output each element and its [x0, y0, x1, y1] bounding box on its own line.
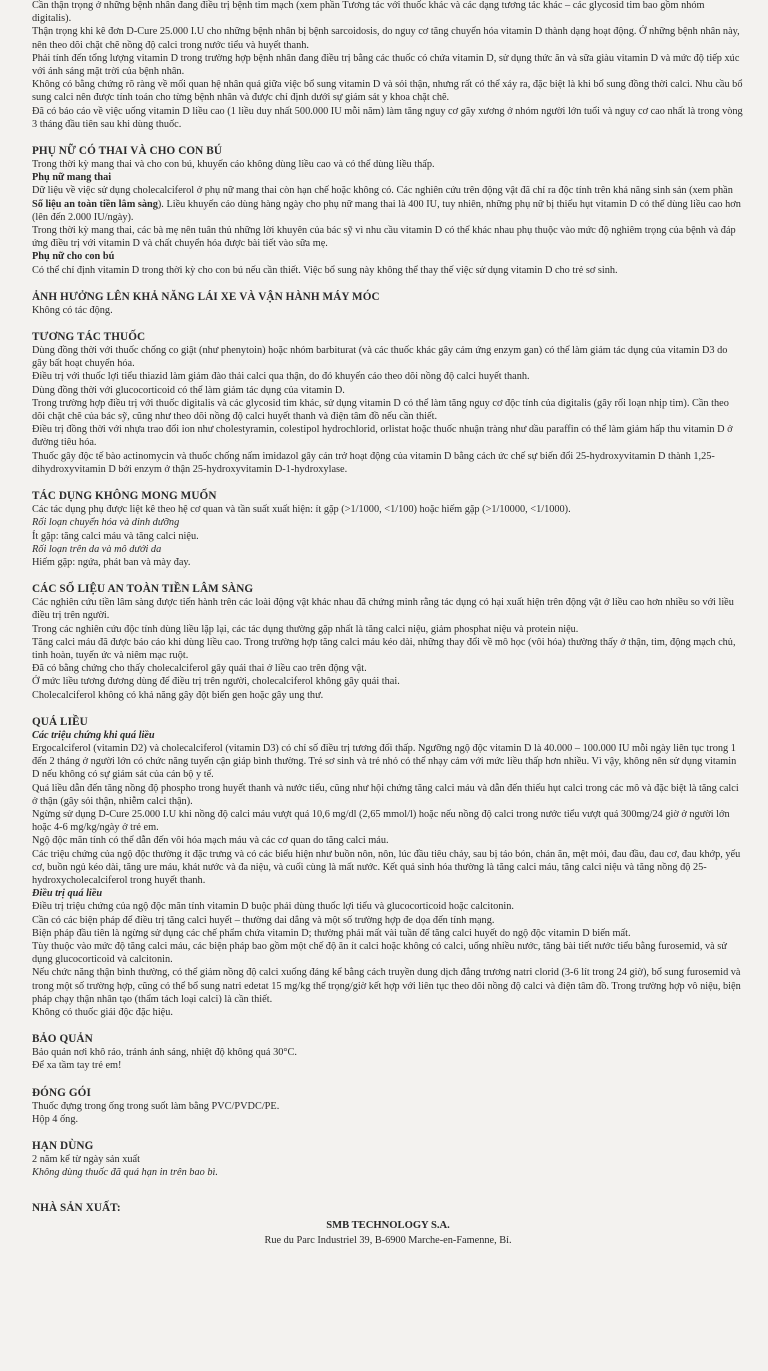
paragraph: Thuốc đựng trong ống trong suốt làm bằng PVC/PVDC/PE. [32, 1100, 280, 1112]
paragraph: Cần thận trọng ở những bệnh nhân đang điều trị bệnh tim mạch (xem phần Tương tác với thuốc khác và các dạng tương tác khác – các glycosid tim bao gồm nhóm digitalis). [32, 0, 705, 25]
paragraph: Tăng calci máu đã được báo cáo khi dùng liều cao. Trong trường hợp tăng calci máu kéo dài, những thay đổi về mô học (vôi hóa) thường thấy ở thận, tim, động mạch chủ, tinh hoàn, tuyến ức và niêm mạc ruột. [32, 636, 736, 661]
paragraph: Dùng đồng thời với glucocorticoid có thể làm giảm tác dụng của vitamin D. [32, 384, 345, 396]
paragraph: Tùy thuộc vào mức độ tăng calci máu, các biện pháp bao gồm một chế độ ăn ít calci hoặc không có calci, uống nhiều nước, tăng bài tiết nước tiểu bằng furosemid, và sử dụng glucocorticoid và calcitonin. [32, 940, 727, 966]
packaging-section [32, 1086, 744, 1126]
overdose-section [32, 715, 744, 1019]
side-effects-section [32, 489, 744, 569]
manufacturer-name: SMB TECHNOLOGY S.A. [326, 1220, 450, 1232]
paragraph: Các triệu chứng của ngộ độc thường ít đặc trưng và có các biểu hiện như buồn nôn, nôn, lúc đầu tiêu chảy, sau bị táo bón, chán ăn, mệt mỏi, đau đầu, đau cơ, đau khớp, yếu cơ, buồn ngủ kéo dài, tăng ure máu, khát nước và đa niệu, và cuối cùng là mất nước. Kết quả sinh hóa thường là tăng calci máu, tăng calci niệu và tăng nồng độ 25-hydroxycholecalciferol trong huyết thanh. [32, 848, 741, 886]
text-run: ). Liều khuyến cáo dùng hàng ngày cho phụ nữ mang thai là 400 IU, tuy nhiên, những phụ nữ bị thiếu hụt vitamin D có thể dùng liều cao hơn (lên đến 2.000 IU/ngày). [32, 198, 741, 223]
subheading: Phụ nữ cho con bú [32, 251, 115, 263]
paragraph: Điều trị triệu chứng của ngộ độc mãn tính vitamin D buộc phải dùng thuốc lợi tiểu và glucocorticoid hoặc calcitonin. [32, 901, 514, 913]
section-heading: ĐÓNG GÓI [32, 1086, 91, 1099]
paragraph: 2 năm kể từ ngày sản xuất [32, 1154, 140, 1166]
paragraph: Điều trị đồng thời với nhựa trao đổi ion như cholestyramin, colestipol hydrochlorid, orlistat hoặc thuốc nhuận tràng như dầu paraffin có thể làm giảm hấp thu vitamin D ở đường tiêu hóa. [32, 424, 733, 449]
subheading: Phụ nữ mang thai [32, 172, 112, 184]
paragraph: Trong các nghiên cứu độc tính dùng liều lặp lại, các tác dụng thường gặp nhất là tăng calci niệu, giảm phosphat niệu và protein niệu. [32, 623, 579, 635]
paragraph: Ngộ độc mãn tính có thể dẫn đến vôi hóa mạch máu và các cơ quan do tăng calci máu. [32, 835, 389, 847]
paragraph: Hiếm gặp: ngứa, phát ban và mày đay. [32, 556, 191, 568]
paragraph: Các tác dụng phụ được liệt kê theo hệ cơ quan và tần suất xuất hiện: ít gặp (>1/1000, <1/100) hoặc hiếm gặp (>1/10000, <1/1000). [32, 504, 571, 516]
section-heading: HẠN DÙNG [32, 1140, 94, 1153]
section-heading: TƯƠNG TÁC THUỐC [32, 331, 146, 344]
paragraph: Có thể chỉ định vitamin D trong thời kỳ cho con bú nếu cần thiết. Việc bổ sung này không thể thay thế việc sử dụng vitamin D cho trẻ sơ sinh. [32, 264, 618, 276]
precautions-section [32, 0, 744, 131]
interactions-section [32, 330, 744, 476]
paragraph: Ergocalciferol (vitamin D2) và cholecalciferol (vitamin D3) có chỉ số điều trị tương đối thấp. Ngưỡng ngộ độc vitamin D là 40.000 – 100.000 IU mỗi ngày liên tục trong 1 đến 2 tháng ở người lớn có chức năng tuyến cận giáp bình thường. Trẻ sơ sinh và trẻ nhỏ có thể nhạy cảm với mức liều thấp hơn nhiều. Vì vậy, không nên sử dụng vitamin D nếu không có sự giám sát của cán bộ y tế. [32, 742, 737, 781]
subheading: Rối loạn chuyển hóa và dinh dưỡng [32, 517, 180, 529]
expiry-section [32, 1139, 744, 1179]
paragraph: Hộp 4 ống. [32, 1113, 79, 1125]
paragraph: Để xa tầm tay trẻ em! [32, 1060, 122, 1072]
paragraph: Trong trường hợp điều trị với thuốc digitalis và các glycosid tim khác, sử dụng vitamin D có thể làm tăng nguy cơ độc tính của digitalis (gây rối loạn nhịp tim). Cần theo dõi chặt chẽ của bác sỹ, cũng như theo dõi nồng độ calci huyết thanh và điện tâm đồ nếu cần thiết. [32, 397, 729, 423]
subheading: Điều trị quá liều [32, 888, 103, 900]
subheading: Các triệu chứng khi quá liều [32, 729, 155, 741]
paragraph: Điều trị với thuốc lợi tiểu thiazid làm giảm đào thải calci qua thận, do đó khuyến cáo theo dõi nồng độ calci huyết thanh. [32, 371, 530, 383]
paragraph: Cholecalciferol không có khả năng gây đột biến gen hoặc gây ung thư. [32, 689, 324, 701]
paragraph: Trong thời kỳ mang thai và cho con bú, khuyến cáo không dùng liều cao và có thể dùng liều thấp. [32, 159, 435, 171]
paragraph: Dùng đồng thời với thuốc chống co giật (như phenytoin) hoặc nhóm barbiturat (và các thuốc khác gây cảm ứng enzym gan) có thể làm giảm tác dụng của vitamin D3 do gây bất hoạt chuyển hóa. [32, 345, 728, 370]
driving-section [32, 290, 744, 317]
paragraph: Ngừng sử dụng D-Cure 25.000 I.U khi nồng độ calci máu vượt quá 10,6 mg/dl (2,65 mmol/l) hoặc nếu nồng độ calci trong nước tiểu vượt quá 300mg/24 giờ ở người lớn hoặc 4-6 mg/kg/ngày ở trẻ em. [32, 808, 730, 834]
paragraph: Biện pháp đầu tiên là ngừng sử dụng các chế phẩm chứa vitamin D; thường phải mất vài tuần để tăng calci huyết do ngộ độc vitamin D biến mất. [32, 927, 631, 939]
section-reference: Số liệu an toàn tiền lâm sàng [32, 198, 158, 210]
paragraph: Không có thuốc giải độc đặc hiệu. [32, 1007, 173, 1018]
preclinical-section [32, 582, 744, 702]
section-heading: CÁC SỐ LIỆU AN TOÀN TIỀN LÂM SÀNG [32, 583, 254, 596]
paragraph: Ít gặp: tăng calci máu và tăng calci niệu. [32, 530, 199, 542]
paragraph: Thận trọng khi kê đơn D-Cure 25.000 I.U cho những bệnh nhân bị bệnh sarcoidosis, do nguy cơ tăng chuyển hóa vitamin D thành dạng hoạt động. Ở những bệnh nhân này, nên theo dõi chặt chẽ nồng độ calci trong nước tiểu và huyết thanh. [32, 26, 740, 51]
paragraph: Đã có bằng chứng cho thấy cholecalciferol gây quái thai ở liều cao trên động vật. [32, 663, 367, 675]
manufacturer-section [32, 1201, 744, 1261]
section-heading: TÁC DỤNG KHÔNG MONG MUỐN [32, 490, 217, 503]
paragraph: Không có bằng chứng rõ ràng về mối quan hệ nhân quả giữa việc bổ sung vitamin D và sỏi thận, nhưng rất có thể xảy ra, đặc biệt là khi bổ sung đồng thời calci. Nhu cầu bổ sung calci nên được tính toán cho từng bệnh nhân và được chỉ định dưới sự giám sát y khoa chặt chẽ. [32, 79, 743, 104]
paragraph [32, 184, 744, 224]
paragraph: Không dùng thuốc đã quá hạn in trên bao bì. [32, 1167, 218, 1179]
paragraph: Quá liều dẫn đến tăng nồng độ phospho trong huyết thanh và nước tiểu, cũng như hội chứng tăng calci máu và dẫn đến thiếu hụt calci trong các mô và đặc biệt là tăng calci ở thận (gây sỏi thận, nhiễm calci thận). [32, 782, 739, 807]
paragraph: Trong thời kỳ mang thai, các bà mẹ nên tuân thủ những lời khuyên của bác sỹ vì nhu cầu vitamin D có thể khác nhau phụ thuộc vào mức độ nghiêm trọng của bệnh và đáp ứng điều trị với vitamin D và chất chuyển hóa được bài tiết vào sữa mẹ. [32, 225, 736, 250]
paragraph: Ở mức liều tương đương dùng để điều trị trên người, cholecalciferol không gây quái thai. [32, 676, 400, 688]
paragraph: Phải tính đến tổng lượng vitamin D trong trường hợp bệnh nhân đang điều trị bằng các thuốc có chứa vitamin D, sử dụng thức ăn và sữa giàu vitamin D và mức độ tiếp xúc với ánh sáng mặt trời của bệnh nhân. [32, 52, 740, 78]
paragraph: Cần có các biện pháp để điều trị tăng calci huyết – thường dai dẳng và một số trường hợp đe dọa đến tính mạng. [32, 914, 495, 926]
paragraph: Nếu chức năng thận bình thường, có thể giảm nồng độ calci xuống đáng kể bằng cách truyền dung dịch đẳng trương natri clorid (3-6 lít trong 24 giờ), bổ sung furosemid và trong một số trường hợp, cũng có thể bổ sung natri edetat 15 mg/kg thể trọng/giờ kết hợp với liên tục theo dõi nồng độ calci và điện tâm đồ. Trong trường hợp vô niệu, biện pháp chạy thận nhân tạo (thẩm tách loại calci) là cần thiết. [32, 967, 741, 1005]
section-heading: ẢNH HƯỞNG LÊN KHẢ NĂNG LÁI XE VÀ VẬN HÀNH MÁY MÓC [32, 290, 380, 303]
paragraph: Bảo quản nơi khô ráo, tránh ánh sáng, nhiệt độ không quá 30°C. [32, 1047, 297, 1059]
paragraph: Đã có báo cáo về việc uống vitamin D liều cao (1 liều duy nhất 500.000 IU mỗi năm) làm tăng nguy cơ gãy xương ở nhóm người lớn tuổi và nguy cơ cao nhất là trong vòng 3 tháng đầu tiên sau khi dùng thuốc. [32, 105, 743, 130]
section-heading: QUÁ LIỀU [32, 715, 88, 728]
manufacturer-address: Rue du Parc Industriel 39, B-6900 Marche-en-Famenne, Bỉ. [264, 1235, 512, 1247]
section-heading: PHỤ NỮ CÓ THAI VÀ CHO CON BÚ [32, 145, 222, 158]
storage-section [32, 1032, 744, 1072]
text-run: Dữ liệu về việc sử dụng cholecalciferol ở phụ nữ mang thai còn hạn chế hoặc không có. Các nghiên cứu trên động vật đã chỉ ra độc tính trên khả năng sinh sản (xem phần [32, 185, 733, 197]
paragraph: Không có tác động. [32, 304, 113, 316]
paragraph: Các nghiên cứu tiền lâm sàng được tiến hành trên các loài động vật khác nhau đã chứng minh rằng tác dụng có hại xuất hiện trên động vật ở liều cao hơn nhiều so với liều điều trị trên người. [32, 597, 734, 622]
section-heading: BẢO QUẢN [32, 1033, 93, 1046]
paragraph: Thuốc gây độc tế bào actinomycin và thuốc chống nấm imidazol gây cản trở hoạt động của vitamin D bằng cách ức chế sự biến đổi 25-hydroxyvitamin D thành 1,25-dihydroxyvitamin D bởi enzym ở thận 25-hydroxyvitamin D-1-hydroxylase. [32, 450, 715, 475]
section-heading: NHÀ SẢN XUẤT: [32, 1202, 121, 1215]
pregnancy-section [32, 144, 744, 277]
subheading: Rối loạn trên da và mô dưới da [32, 543, 162, 555]
